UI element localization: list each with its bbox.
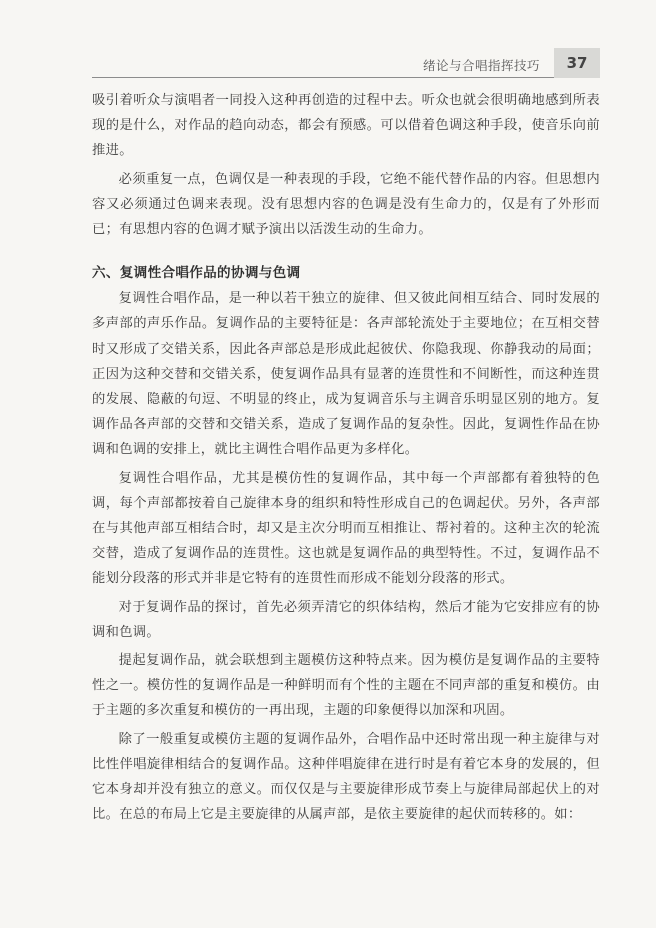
paragraph: 必须重复一点，色调仅是一种表现的手段，它绝不能代替作品的内容。但思想内容又必须通过色调来表现。没有思想内容的色调是没有生命力的，仅是有了外形而已；有思想内容的色调才赋予演出以活泼生动的生命力。 <box>92 171 600 238</box>
running-header <box>92 48 600 78</box>
paragraph: 对于复调作品的探讨，首先必须弄清它的织体结构，然后才能为它安排应有的协调和色调。 <box>92 599 600 640</box>
header-rule <box>92 77 558 78</box>
paragraph: 除了一般重复或模仿主题的复调作品外，合唱作品中还时常出现一种主旋律与对比性伴唱旋律相结合的复调作品。这种伴唱旋律在进行时是有着它本身的发展的，但它本身却并没有独立的意义。而仅仅是与主要旋律形成节奏上与旋律局部起伏上的对比。在总的布局上它是主要旋律的从属声部，是依主要旋律的起伏而转移的。如： <box>92 731 600 823</box>
section-heading: 六、复调性合唱作品的协调与色调 <box>92 265 301 282</box>
page-body <box>92 88 600 827</box>
paragraph: 复调性合唱作品，尤其是模仿性的复调作品，其中每一个声部都有着独特的色调，每个声部都按着自己旋律本身的组织和特性形成自己的色调起伏。另外，各声部在与其他声部互相结合时，却又是主次分明而互相推让、帮衬着的。这种主次的轮流交替，造成了复调作品的连贯性。这也就是复调作品的典型特性。不过，复调作品不能划分段落的形式并非是它特有的连贯性而形成不能划分段落的形式。 <box>92 470 600 587</box>
paragraph-continuation: 吸引着听众与演唱者一同投入这种再创造的过程中去。听众也就会很明确地感到所表现的是什么，对作品的趋向动态，都会有预感。可以借着色调这种手段，使音乐向前推进。 <box>92 93 600 159</box>
paragraph: 提起复调作品，就会联想到主题模仿这种特点来。因为模仿是复调作品的主要特性之一。模仿性的复调作品是一种鲜明而有个性的主题在不同声部的重复和模仿。由于主题的多次重复和模仿的一再出现，主题的印象便得以加深和巩固。 <box>92 653 600 719</box>
page-number: 37 <box>554 48 600 78</box>
header-title: 绪论与合唱指挥技巧 <box>422 58 540 73</box>
paragraph: 复调性合唱作品，是一种以若干独立的旋律、但又彼此间相互结合、同时发展的多声部的声乐作品。复调作品的主要特征是：各声部轮流处于主要地位；在互相交替时又形成了交错关系，因此各声部总是形成此起彼伏、你隐我现、你静我动的局面；正因为这种交替和交错关系，使复调作品具有显著的连贯性和不间断性，而这种连贯的发展、隐蔽的句逗、不明显的终止，成为复调音乐与主调音乐明显区别的地方。复调作品各声部的交替和交错关系，造成了复调作品的复杂性。因此，复调性作品在协调和色调的安排上，就比主调性合唱作品更为多样化。 <box>92 291 600 458</box>
